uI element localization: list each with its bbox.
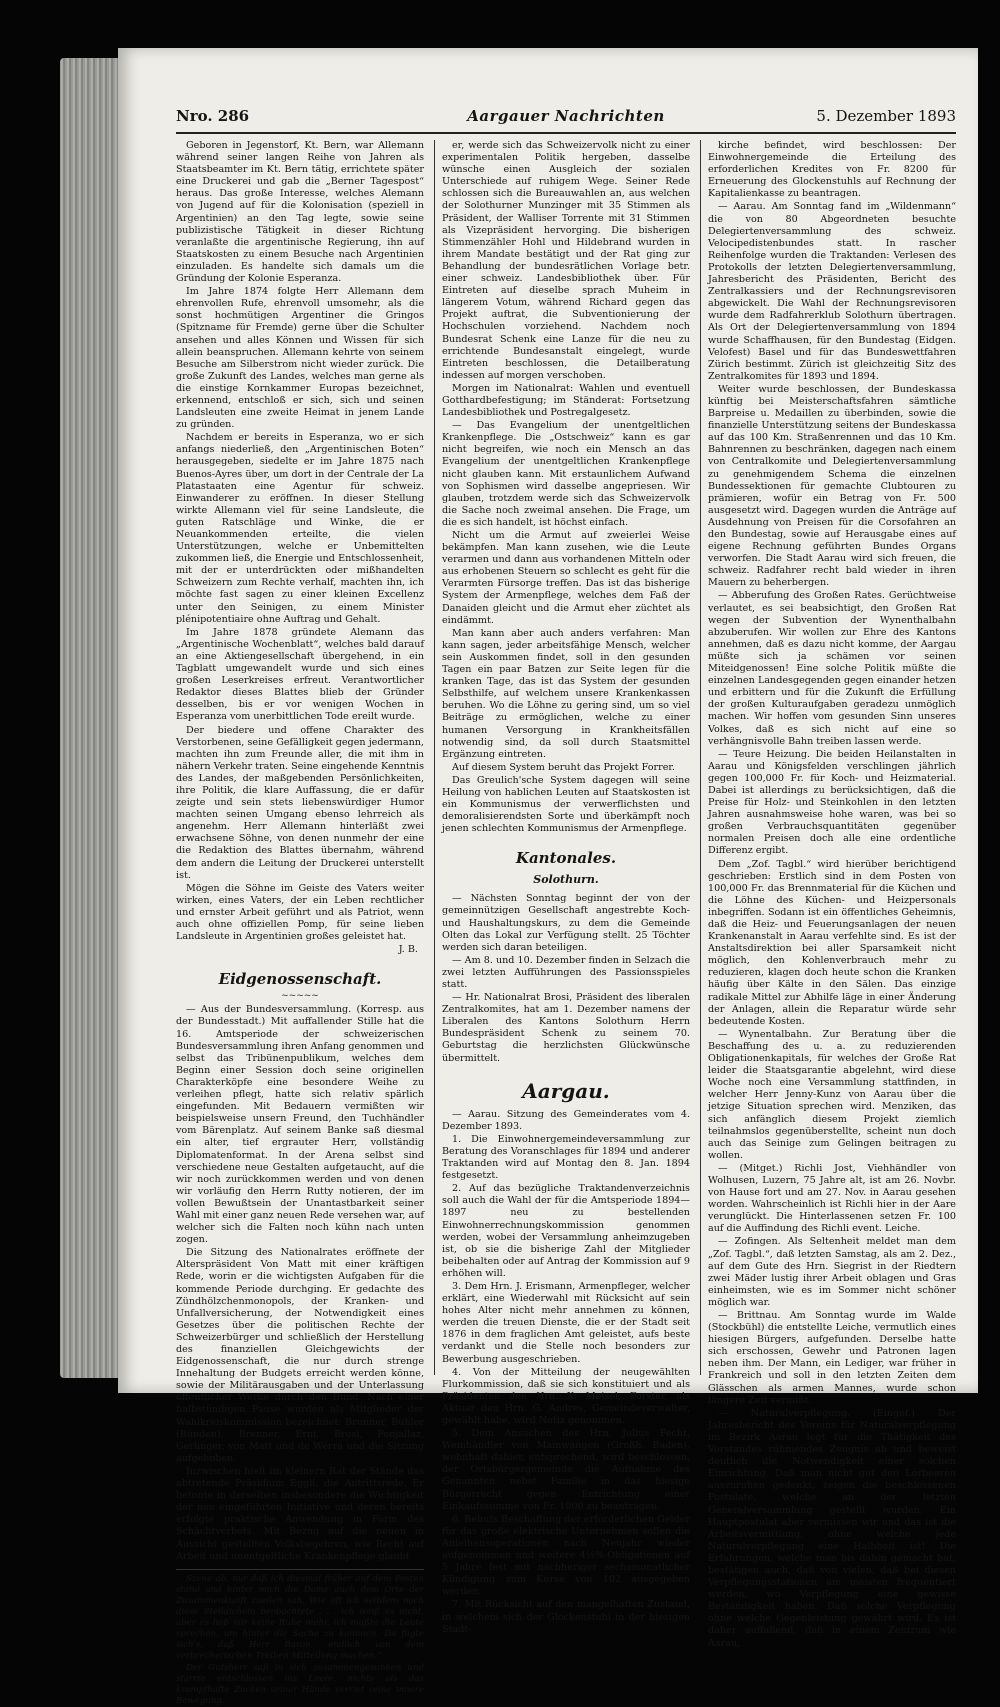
section-heading-eidgenossenschaft: Eidgenossenschaft.	[218, 970, 382, 989]
section-heading-aargau: Aargau.	[522, 1078, 610, 1103]
paragraph: — (Mitget.) Richli Jost, Viehhändler von Wolhusen, Luzern, 75 Jahre alt, ist am 26. Novbr. von Hause fort und am 27. Nov. in Aarau gesehen worden. Wahrscheinlich ist Richli hier in der Aare verunglückt. Die Hinterlassenen setzen Fr. 100 auf die Auffindung des Richli event. Leiche.	[708, 1162, 956, 1235]
paragraph: 5. Dem Ansuchen des Hrn. Julius Fecht, Weinhändler von Mainwangen (Großh. Baden), wohnhaft dahier, entsprechend, wird beschlossen, der Ortsbürgergemeinde die Aufnahme des Genannten nebst Familie in das hiesige Bürgerrecht gegen Entrichtung einer Einkaufssumme von Fr. 1000 zu beantragen.	[442, 1428, 690, 1512]
paragraph: 7. Mit Rücksicht auf den mangelhaften Zustand, in welchem sich der Glockenstuhl in der hiesigen Stadt-	[442, 1599, 690, 1635]
paragraph: Mögen die Söhne im Geiste des Vaters weiter wirken, eines Vaters, der ein Leben rechtlicher und ernster Arbeit geführt und als Patriot, wenn auch ohne offiziellen Pomp, für seine lieben Landsleute in Argentinien großes geleistet hat.	[176, 882, 424, 943]
book-page-edges	[60, 58, 120, 1378]
paragraph: — Hr. Nationalrat Brosi, Präsident des liberalen Zentralkomites, hat am 1. Dezember namens der Liberalen des Kantons Solothurn Herrn Bundespräsident Schenk zu seinem 70. Geburtstag die herzlichsten Glückwünsche übermittelt.	[442, 992, 690, 1064]
paragraph: Nicht um die Armut auf zweierlei Weise bekämpfen. Man kann zusehen, wie die Leute verarmen und dann aus vorhandenen Mitteln oder aus erhobenen Steuern so schlecht es geht für die Verarmten Fürsorge treffen. Das ist das bisherige System der Armenpflege, welches dem Faß der Danaiden gleicht und die Armut eher züchtet als eindämmt.	[442, 530, 690, 626]
author-signature: J. B.	[398, 944, 418, 956]
paragraph: 3. Dem Hrn. J. Erismann, Armenpfleger, welcher erklärt, eine Wiederwahl mit Rücksicht auf sein hohes Alter nicht mehr annehmen zu können, werden die treuen Dienste, die er der Stadt seit 1876 in dem fraglichen Amt geleistet, aufs beste verdankt und die Stelle noch besonders zur Bewerbung ausgeschrieben.	[442, 1280, 690, 1365]
paragraph: Nachdem er bereits in Esperanza, wo er sich anfangs niederließ, den „Argentinischen Boten“ herausgegeben, siedelte er im Jahre 1875 nach Buenos-Ayres über, um dort in der Centrale der La Platastaaten eine Agentur für schweiz. Einwanderer zu eröffnen. In dieser Stellung wirkte Allemann viel für seine Landsleute, die guten Ratschläge und Winke, die er Neuankommenden erteilte, die vielen Unterstützungen, welche er Unbemittelten zukommen ließ, die Energie und Entschlossenheit, mit der er unterdrückten oder mißhandelten Schweizern zum Rechte verhalf, machten ihn, ich möchte fast sagen zu einer kleinen Excellenz unter den Seinigen, zu einem Minister plénipotentiaire ohne Auftrag und Gehalt.	[176, 432, 424, 625]
subheading-solothurn: Solothurn.	[533, 873, 599, 887]
issue-number: Nro. 286	[176, 107, 250, 125]
ornament-divider: ~~~~~	[281, 991, 319, 1002]
paragraph: Das Greulich'sche System dagegen will seine Heilung von hablichen Leuten auf Staatskosten ist ein Kommunismus der verwerflichsten und demoralisierendsten Sorte und überkämpft noch jenen schlechten Kommunismus der Armenpflege.	[442, 774, 690, 835]
header-rule	[176, 132, 956, 134]
section-heading-kantonales: Kantonales.	[515, 849, 617, 868]
feuilleton-paragraph: Der Gutsherr saß in sich zusammengesunken und starrte entschlossen ins Leere, nichts als das krampfhafte Zucken seiner Hände verriet seine innere Bewegung.	[176, 1662, 424, 1706]
paragraph: Der biedere und offene Charakter des Verstorbenen, seine Gefälligkeit gegen jedermann, machten ihn zum Freunde aller, die mit ihm in nähern Verkehr traten. Seine eingehende Kenntnis des Landes, der maßgebenden Persönlichkeiten, ihre Politik, die klare Auffassung, die er dafür zeigte und sein stets liebenswürdiger Humor machten seinen Umgang ebenso lehrreich als angenehm. Herr Allemann hinterläßt zwei erwachsene Söhne, von denen nunmehr der eine die Redaktion des Blattes übernahm, während dem andern die Leitung der Druckerei unterstellt ist.	[176, 724, 424, 881]
paragraph: Dem „Zof. Tagbl.“ wird hierüber berichtigend geschrieben: Erstlich sind in dem Posten von 100,000 Fr. das Brennmaterial für die Küchen und die Löhne des Küchen- und Heizpersonals inbegriffen. Sodann ist ein öffentliches Geheimnis, daß die Heiz- und Feuerungsanlagen der neuen Krankenanstalt in Aarau verfehlte sind. Es ist der Anstaltsdirektion bei aller Sparsamkeit nicht möglich, den Kohlenverbrauch mehr zu reduzieren, klagen doch heute schon die Kranken häufig über Kälte in den Sälen. Das einzige radikale Mittel zur Abhilfe läge in einer Änderung der Anlagen, allein die Reparatur würde sehr bedeutende Kosten.	[708, 858, 956, 1027]
paragraph: — Nächsten Sonntag beginnt der von der gemeinnützigen Gesellschaft angestrebte Koch- und Haushaltungskurs, zu dem die Gemeinde Olten das Lokal zur Verfügung stellt. 25 Töchter werden sich daran beteiligen.	[442, 893, 690, 953]
paragraph: — Zofingen. Als Seltenheit meldet man dem „Zof. Tagbl.“, daß letzten Samstag, als am 2. Dez., auf dem Gute des Hrn. Siegrist in der Riedtern zwei Mäder lustig ihrer Arbeit oblagen und Gras einheimsten, wie es im Sommer nicht schöner möglich war.	[708, 1236, 956, 1308]
feuilleton-paragraph: Szene ab, nur daß ich diesmal früher auf dem Posten stand und hinter mich die Dame auch dem Orte der Zusammenkunft zueilen sah. Wie oft ich seitdem noch diese Stelldichein beobachtete . . . ich weiß es nicht, aber es ließ mir keine Ruhe mehr, ich mußte die Leute sprechen, um hinter die Sache zu kommen. Da fügte sich's, daß Herr Baron, endlich von dem verbrecherischen Treiben Mitteilung machen.“	[176, 1573, 424, 1661]
paragraph: — Das Evangelium der unentgeltlichen Krankenpflege. Die „Ostschweiz“ kann es gar nicht begreifen, wie noch ein Mensch an das Evangelium der unentgeltlichen Krankenpflege nicht glauben kann. Mit erstaunlichem Aufwand von Sophismen wird dasselbe angepriesen. Wir glauben, trotzdem werde sich das Schweizervolk die Sache noch zweimal ansehen. Die Frage, um die es sich handelt, ist höchst einfach.	[442, 420, 690, 528]
paragraph: Weiter wurde beschlossen, der Bundeskassa künftig bei Meisterschaftsfahren sämtliche Barpreise u. Medaillen zu überbinden, sowie die finanzielle Unterstützung seitens der Bundeskassa auf das 100 Km. Straßenrennen und das 10 Km. Bahnrennen zu beschränken, dagegen nach einem von Centralkomite und Delegiertenversammlung zu genehmigendem Schema die einzelnen Bundessektionen für gemachte Clubtouren zu prämieren, wofür ein Betrag von Fr. 500 ausgesetzt wird. Dagegen wurden die Anträge auf Ausdehnung von Preisen für die Corsofahren an den Bundestag, sowie auf Herausgabe eines auf eigene Rechnung geführten Bundes Organs verworfen. Die Stadt Aarau wird sich freuen, die schweiz. Radfahrer recht bald wieder in ihren Mauern zu beherbergen.	[708, 383, 956, 589]
paragraph: Man kann aber auch anders verfahren: Man kann sagen, jeder arbeitsfähige Mensch, welcher sein Auskommen findet, soll in den gesunden Tagen ein paar Batzen zur Seite legen für die kranken Tage, das ist das System der gesunden Selbsthilfe, auf welchem unsere Krankenkassen beruhen. Wo die Löhne zu gering sind, um so viel Beiträge zu ermöglichen, welche zu einer humanen Versorgung in Krankheitsfällen notwendig sind, da soll durch Staatsmittel Ergänzung eintreten.	[442, 627, 690, 760]
paragraph: — Aus der Bundesversammlung. (Korresp. aus der Bundesstadt.) Mit auffallender Stille hat die 16. Amtsperiode der schweizerischen Bundesversammlung ihren Anfang genommen und selbst das Tribünenpublikum, welches dem Beginn einer Session doch seine originellen Charakterköpfe eine besondere Weihe zu verleihen pflegt, hatte sich relativ spärlich eingefunden. Mit Bedauern vermißten wir beispielsweise unsern Freund, den Tuchhändler vom Bärenplatz. Auf seinem Banke saß diesmal ein alter, tief ergrauter Herr, vollständig Diplomatenformat. In der Arena selbst sind verschiedene neue Gestalten aufgetaucht, auf die wir noch zurückkommen werden und von denen wir vorläufig den Herrn Rutty notieren, der im vollen Bewußtsein der Unantastbarkeit seiner Wahl mit einer ganz neuen Rede versehen war, auf welcher sich die Falten noch kühn nach unten zogen.	[176, 1004, 424, 1246]
column-3	[708, 140, 956, 1649]
paragraph: — Abberufung des Großen Rates. Gerüchtweise verlautet, es sei beabsichtigt, den Großen Rat wegen der Subvention der Wynenthalbahn abzuberufen. Wir wollen zur Ehre des Kantons annehmen, daß es dazu nicht komme, der Aargau müßte sich ja schämen vor seinen Miteidgenossen! Eine solche Politik müßte die einzelnen Landesgegenden gegen einander hetzen und erbittern und für die Zukunft die Erfüllung der großen Kulturaufgaben geradezu unmöglich machen. Wir hoffen vom gesunden Sinn unseres Volkes, daß es sich nicht auf eine so verhängnisvolle Bahn treiben lassen werde.	[708, 590, 956, 747]
column-1	[176, 140, 424, 1706]
paragraph: Geboren in Jegenstorf, Kt. Bern, war Allemann während seiner langen Reihe von Jahren als Staatsbeamter im Kt. Bern tätig, errichtete später eine Druckerei und gab die „Berner Tagespost“ heraus. Das große Interesse, welches Alemann von Jugend auf für die Kolonisation (speziell in Argentinien) an den Tag legte, sowie seine publizistische Tätigkeit in dieser Richtung veranlaßte die argentinische Regierung, ihn auf Staatskosten zu einem Besuche nach Argentinien einzuladen. Es handelte sich damals um die Gründung der Kolonie Esperanza.	[176, 140, 424, 285]
paragraph: 6. Behufs Beschaffung der erforderlichen Gelder für das große elektrische Unternehmen sollen die Anleihensoperationen nach Neujahr wieder aufgenommen und weitere 4½%-Obligationen auf 5 Jahre fest mit nachheriger sechsmonatlicher Kündigung zum Kurse von 102 ausgegeben werden.	[442, 1513, 690, 1598]
paragraph: — Brittnau. Am Sonntag wurde im Walde (Stockbühl) die entstellte Leiche, vermutlich eines hiesigen Bürgers, aufgefunden. Derselbe hatte sich erschossen, Gewehr und Patronen lagen neben ihm. Der Mann, ein Lediger, war früher in Frankreich und soll in den letzten Zeiten dem Glässchen als armen Mannes, wurde schon längere Zeit vermißt.	[708, 1310, 956, 1406]
paragraph: Die Sitzung des Nationalrates eröffnete der Alterspräsident Von Matt mit einer kräftigen Rede, worin er die wichtigsten Aufgaben für die kommende Periode durchging. Er gedachte des Zündhölzchenmonopols, der Kranken- und Unfallversicherung, der Notwendigkeit eines Gesetzes über die politischen Rechte der Schweizerbürger und schließlich der Herstellung des finanziellen Gleichgewichts der Eidgenossenschaft, die nur durch strenge Innehaltung der Budgets erreicht werden könne, sowie der Militärausgaben und der Unterlassung öffentlicher Werke durch den Bund. Nach einer halbstündigen Pause wurden als Mitglieder der Wahlkreiskommission bezeichnet: Brunner, Bühler (Bünden), Brenner, Erni, Brosi, Fonjallaz, Gerlinger, von Matt und de Werra und die Sitzung aufgehoben.	[176, 1247, 424, 1464]
paragraph: Inzwischen hielt im kleinern Rat der Stände das abtretende Präsidium Eggli, die Antrittsrede. Er betonte in derselben insbesondere die Wichtigkeit der neu eingeführten Initiative und deren bereits erfolgte praktische Anwendung in Form des Schächtverbots. Mit Bezug auf die neuen in Aussicht gestellten Volksbegehren, wie Recht auf Arbeit und unentgeltliche Krankenpflege glaubt	[176, 1465, 424, 1562]
column-divider-2	[700, 140, 701, 1375]
paragraph: kirche befindet, wird beschlossen: Der Einwohnergemeinde die Erteilung des erforderlichen Kredites von Fr. 8200 für Erneuerung des Glockenstuhls auf Rechnung der Kapitalienkasse zu beantragen.	[708, 140, 956, 200]
paragraph: — Aarau. Sitzung des Gemeinderates vom 4. Dezember 1893.	[442, 1108, 690, 1132]
paragraph: Im Jahre 1878 gründete Alemann das „Argentinische Wochenblatt“, welches bald darauf an eine Aktiengesellschaft übergehend, in ein Tagblatt umgewandelt wurde und sich eines großen Leserkreises erfreut. Verantwortlicher Redaktor dieses Blattes blieb der Gründer desselben, bis er vor wenigen Wochen in Esperanza vom unerbittlichen Tode ereilt wurde.	[176, 626, 424, 723]
page-header	[176, 104, 956, 128]
paragraph: 4. Von der Mitteilung der neugewählten Flurkommission, daß sie sich konstituiert und als Präsidenten den Hrn. X. Meisel, Forster, als Aktuar den Hrn. G. Andres, Gemeindeverwalter, gewählt habe, wird Notiz genommen.	[442, 1366, 690, 1426]
issue-date: 5. Dezember 1893	[816, 107, 956, 125]
paragraph: — Teure Heizung. Die beiden Heilanstalten in Aarau und Königsfelden verschlingen jährlich gegen 100,000 Fr. für Koch- und Heizmaterial. Dabei ist allerdings zu berücksichtigen, daß die Preise für Holz- und Steinkohlen in den letzten Jahren ausnahmsweise hohe waren, was bei so großen Verbrauchsquantitäten gegenüber normalen Preisen doch alle eine ordentliche Differenz ergibt.	[708, 748, 956, 857]
paragraph: — Am 8. und 10. Dezember finden in Selzach die zwei letzten Aufführungen des Passionsspieles statt.	[442, 954, 690, 990]
paragraph: — Wynentalbahn. Zur Beratung über die Beschaffung des u. a. zu reduzierenden Obligationenkapitals, für welches der Große Rat leider die Staatsgarantie abgelehnt, wird diese Woche noch eine Versammlung stattfinden, in welcher Herr Jenny-Kunz von Aarau über die jetzige Situation sprechen wird. Menziken, das sich anfänglich diesem Projekt ziemlich teilnahmslos gegenüberstellte, scheint nun doch auch das Seinige zum Gelingen beitragen zu wollen.	[708, 1028, 956, 1161]
feuilleton-divider	[176, 1569, 424, 1570]
paragraph: Morgen im Nationalrat: Wahlen und eventuell Gotthardbefestigung; im Ständerat: Fortsetzung Landesbibliothek und Postregalgesetz.	[442, 382, 690, 419]
paragraph: 1. Die Einwohnergemeindeversammlung zur Beratung des Voranschlages für 1894 und anderer Traktanden wird auf Montag den 8. Jan. 1894 festgesetzt.	[442, 1133, 690, 1182]
newspaper-page	[118, 48, 978, 1706]
paragraph: — Aarau. Am Sonntag fand im „Wildenmann“ die von 80 Abgeordneten besuchte Delegiertenversammlung des schweiz. Velocipedistenbundes statt. In rascher Reihenfolge wurden die Traktanden: Verlesen des Protokolls der letzten Delegiertenversammlung, Jahresbericht des Präsidenten, Bericht des Zentralkassiers und der Rechnungsrevisoren abgewickelt. Die Wahl der Rechnungsrevisoren wurde dem Radfahrerklub Solothurn übertragen. Als Ort der Delegiertenversammlung von 1894 wurde Schaffhausen, für den Bundestag (Eidgen. Velofest) Basel und für das Bundeswettfahren Zürich bestimmt. Zürich ist gleichzeitig Sitz des Zentralkomites für 1893 und 1894.	[708, 201, 956, 382]
newspaper-title: Aargauer Nachrichten	[467, 107, 665, 125]
column-2	[442, 140, 690, 1635]
paragraph: er, werde sich das Schweizervolk nicht zu einer experimentalen Politik hergeben, dasselbe wünsche einen Ausgleich der sozialen Unterschiede auf ruhigem Wege. Seiner Rede schlossen sich die Bureauwahlen an, aus welchen der Solothurner Munzinger mit 35 Stimmen als Präsident, der Walliser Torrente mit 31 Stimmen als Vizepräsident hervorging. Die bisherigen Stimmenzähler Hohl und Hildebrand wurden in ihrem Mandate bestätigt und der Rat ging zur Behandlung der bundesrätlichen Vorlage betr. einer schweiz. Landesbibliothek über. Für Eintreten auf dieselbe sprach Muheim in längerem Votum, während Richard gegen das Projekt auftrat, die Subventionierung der Hochschulen vorziehend. Nachdem noch Bundesrat Schenk eine Lanze für die neu zu errichtende Bundesanstalt eingelegt, wurde Eintreten beschlossen, die Detailberatung indessen auf morgen verschoben.	[442, 140, 690, 381]
paragraph: 2. Auf das bezügliche Traktandenverzeichnis soll auch die Wahl der für die Amtsperiode 1894—1897 neu zu bestellenden Einwohnerrechnungskommission genommen werden, wobei der Versammlung anheimzugeben ist, ob sie die bisherige Zahl der Mitglieder beibehalten oder auf Antrag der Kommission auf 9 erhöhen will.	[442, 1183, 690, 1279]
paragraph: Im Jahre 1874 folgte Herr Allemann dem ehrenvollen Rufe, ehrenvoll umsomehr, als die sonst hochmütigen Argentiner die Gringos (Spitzname für Fremde) gerne über die Schulter ansehen und alles Können und Wissen für sich allein beanspruchen. Allemann kehrte von seinem Besuche am Silberstrom nicht wieder zurück. Die große Zukunft des Landes, welches man gerne als die einstige Kornkammer Europas bezeichnet, erkennend, entschloß er sich, sich und seinen Landsleuten eine zweite Heimat in jenem Lande zu gründen.	[176, 286, 424, 431]
paragraph: — Naturalverpflegung. (Eingef.) Der Jahresbericht des Vereins für Naturalverpflegung im Bezirk Aarau legt für die Thätigkeit des Vorstandes rühmendes Zeugnis ab und beweist deutlich die Notwendigkeit einer solchen Einrichtung. Daß man nicht gut den Lorbeeren auszuruhen gedenkt, zeigen die beschlossenen Postulate, welche an der letzten Generalversammlung gestellt wurden. Ein Hauptpostulat aber vermissen wir und das ist die Arbeitsvermittlung, ohne welche jede Naturalverpflegung eine Halbheit ist! Die Erfahrungen, welche man bis dahin gemacht hat, bestätigen auch, daß von vielen, daß bei diesen Verpflegungsstationen am meisten frequentiert werden, wo Verpflegung eine gewisse Beständigkeit haben. Daß solche Verpflegung ohne welche Gegenleistung gewährt wird. Es ist daher auffallend, daß in einem Zentrum wie Aarau,	[708, 1407, 956, 1649]
column-divider-1	[434, 140, 435, 1375]
paragraph: Auf diesem System beruht das Projekt Forrer.	[452, 761, 675, 773]
